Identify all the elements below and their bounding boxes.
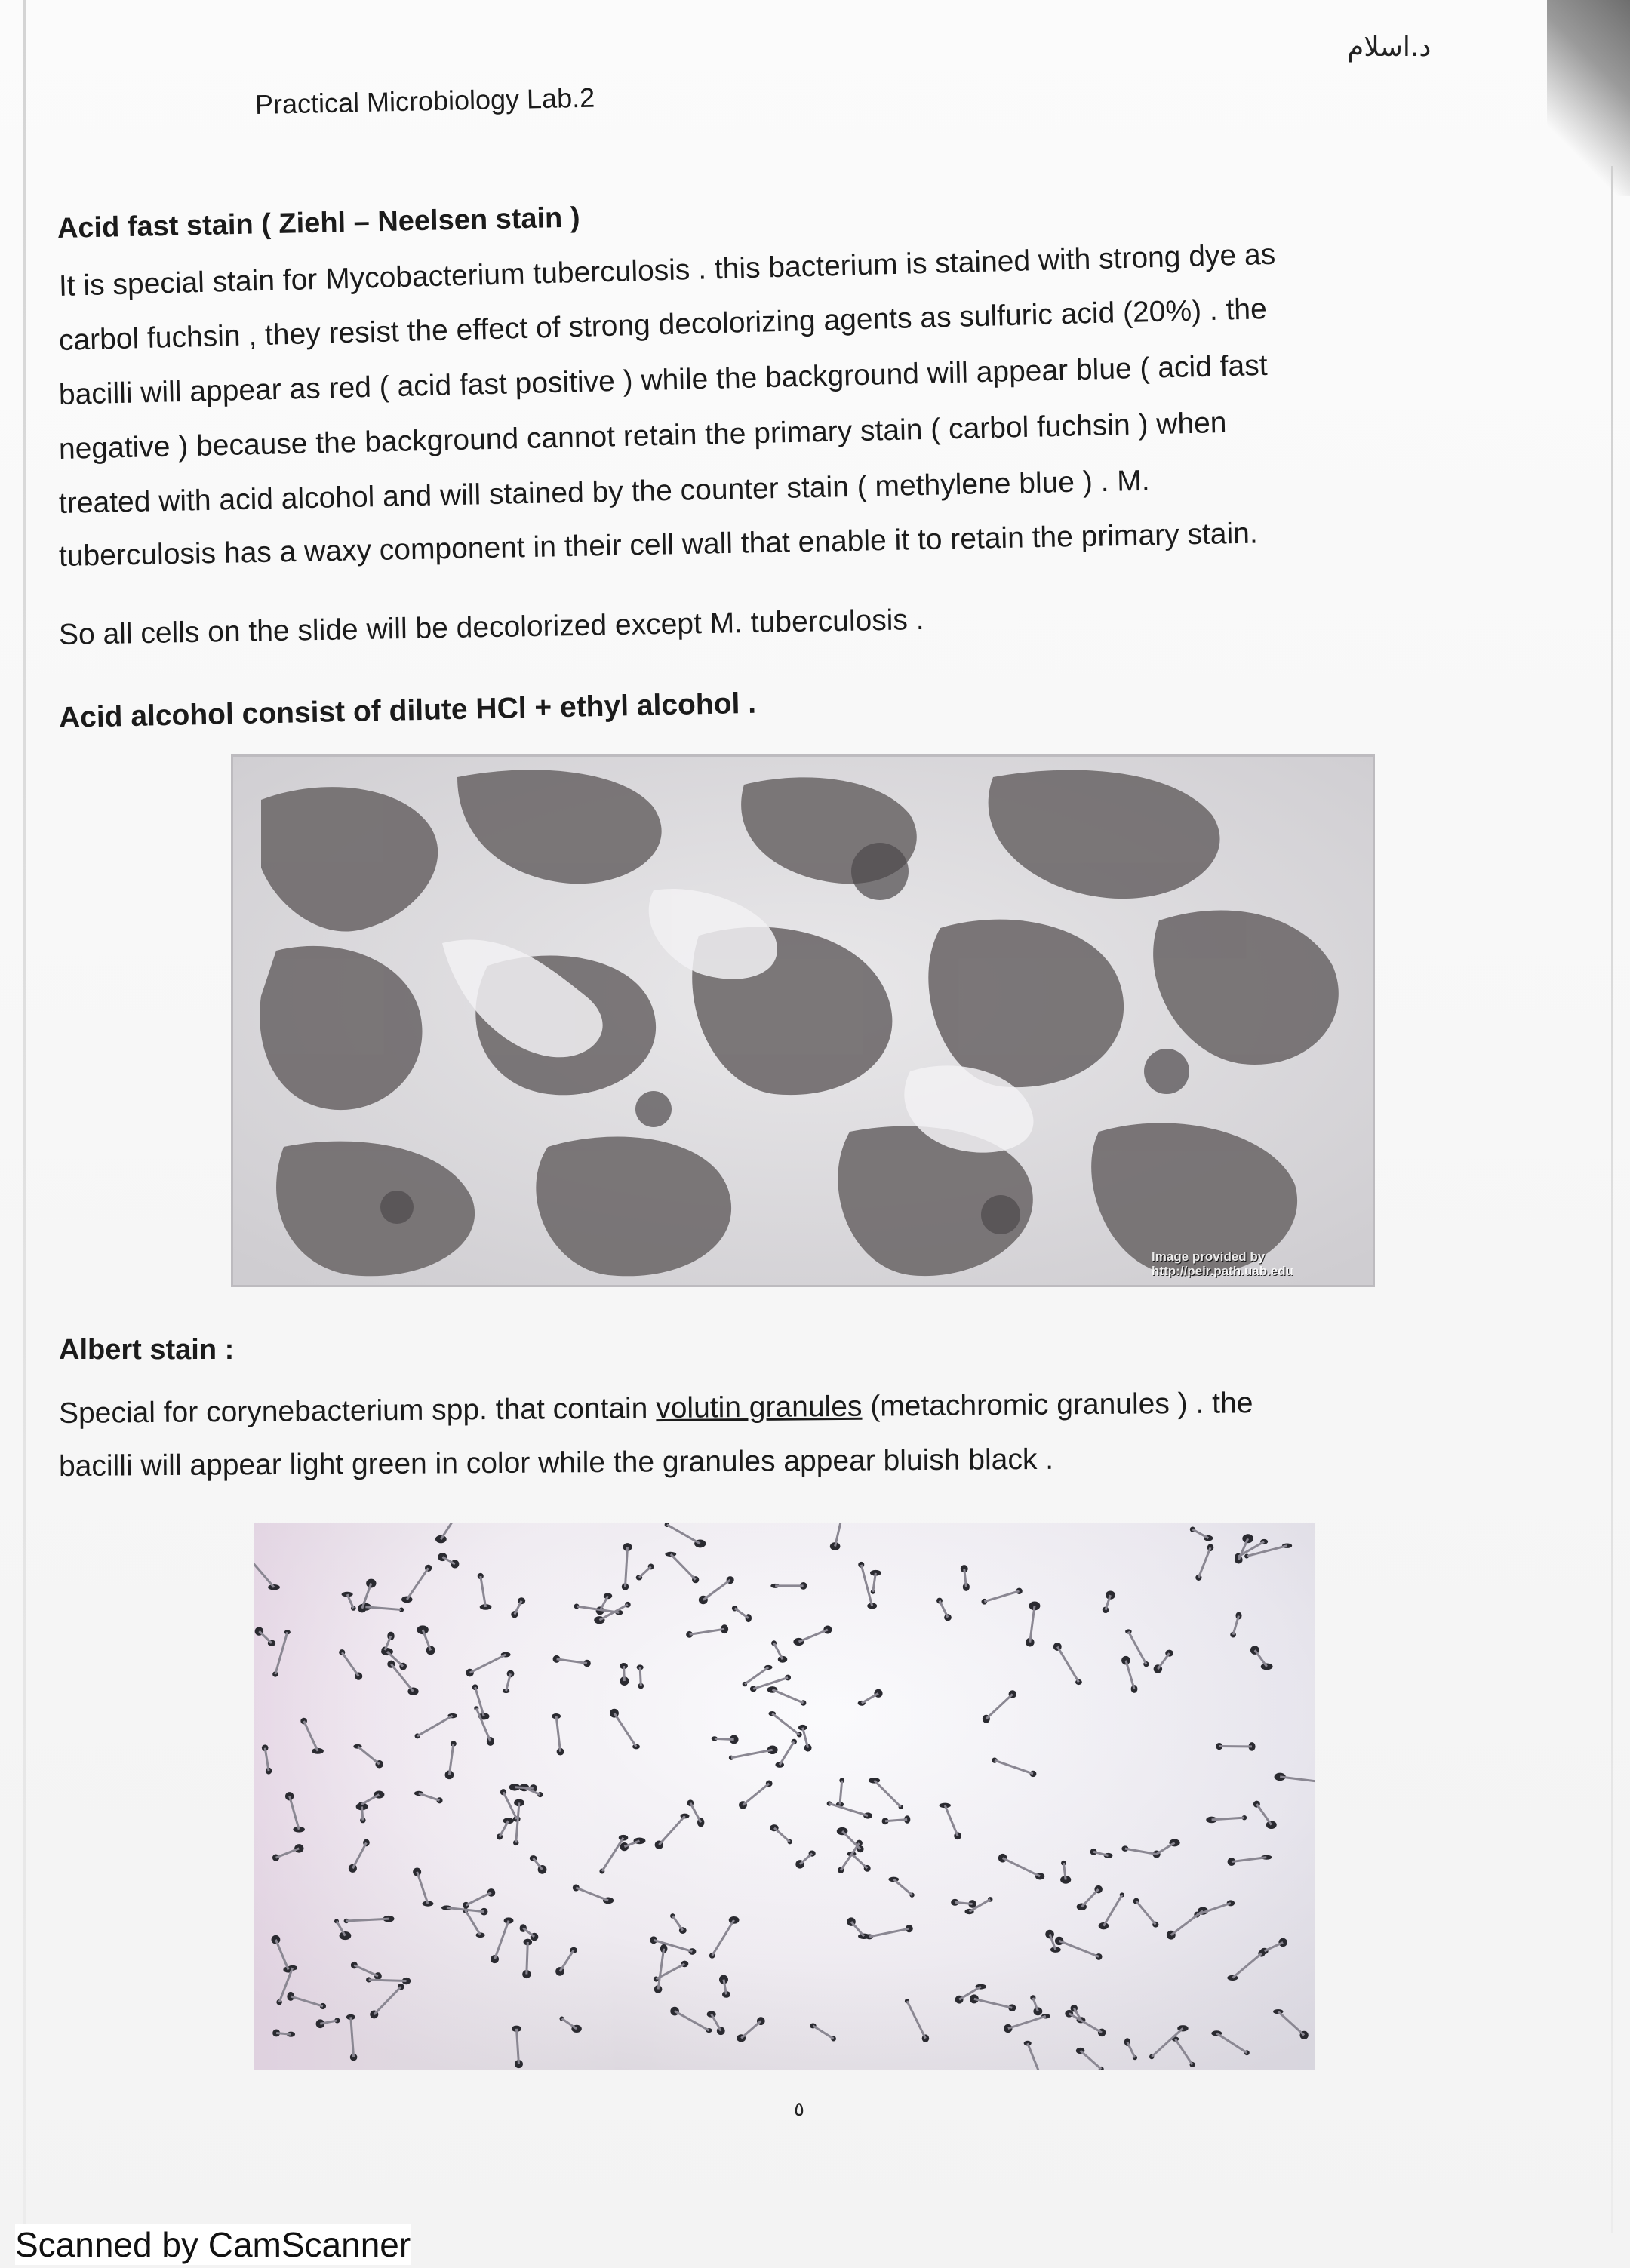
image-credit-url: http://peir.path.uab.edu	[1152, 1264, 1293, 1278]
bacillus-rod	[369, 1980, 407, 1981]
handwritten-note: د.اسلام	[1347, 32, 1432, 63]
bacillus-rod	[276, 2033, 291, 2034]
bacillus-rod	[362, 1806, 363, 1820]
acid-fast-heading: Acid fast stain ( Ziehl – Neelsen stain )	[57, 201, 580, 244]
bacillus-rod	[955, 1902, 972, 1904]
paragraph-line: So all cells on the slide will be decolorized except M. tuberculosis .	[58, 603, 924, 651]
albert-heading: Albert stain :	[59, 1334, 235, 1366]
image-credit	[1152, 1249, 1293, 1278]
page-right-edge	[1611, 166, 1613, 2233]
acid-alcohol-note: Acid alcohol consist of dilute HCl + ethyl alcohol .	[58, 687, 757, 734]
page-left-edge	[23, 0, 26, 2233]
volutin-granule	[665, 1552, 676, 1557]
volutin-granule	[408, 1688, 418, 1695]
volutin-granule	[487, 1737, 494, 1746]
volutin-granule	[1242, 1534, 1253, 1543]
volutin-granule	[349, 1864, 357, 1873]
volutin-granules-term: volutin granules	[656, 1390, 863, 1425]
volutin-granule	[387, 1632, 394, 1640]
bacillus-rod	[515, 1787, 534, 1788]
paragraph-line: bacilli will appear light green in color while the granules appear bluish black .	[58, 1443, 1054, 1483]
image-credit-line: Image provided by	[1152, 1249, 1266, 1264]
albert-text-segment: (metachromic granules ) . the	[862, 1387, 1253, 1423]
page-number: ٥	[794, 2097, 804, 2120]
acid-fast-micrograph-drawing	[231, 754, 1375, 1287]
page-corner-shadow	[1547, 0, 1630, 196]
bacillus-rod	[715, 1738, 734, 1739]
lab-title: Practical Microbiology Lab.2	[254, 81, 595, 120]
paragraph-line: It is special stain for Mycobacterium tuberculosis . this bacterium is stained with strong dye as	[58, 238, 1276, 303]
paragraph-line: tuberculosis has a waxy component in their cell wall that enable it to retain the primary stain.	[58, 517, 1259, 573]
volutin-granule	[426, 1646, 435, 1655]
scanner-watermark: Scanned by CamScanner	[15, 2225, 411, 2264]
acid-fast-micrograph	[231, 754, 1375, 1287]
paragraph-line: treated with acid alcohol and will stained by the counter stain ( methylene blue ) . M.	[58, 464, 1151, 520]
paragraph-line: bacilli will appear as red ( acid fast positive ) while the background will appear blue ( acid fast	[58, 349, 1269, 411]
bacillus-rod	[624, 1666, 625, 1681]
paragraph-line: negative ) because the background cannot retain the primary stain ( carbol fuchsin ) when	[58, 406, 1227, 466]
volutin-granule	[401, 1597, 412, 1603]
albert-text-segment: Special for corynebacterium spp. that contain	[58, 1392, 657, 1430]
volutin-granule	[670, 2007, 679, 2016]
paragraph-line: carbol fuchsin , they resist the effect of strong decolorizing agents as sulfuric acid (20%) . the	[58, 293, 1268, 357]
volutin-granule	[1278, 1938, 1287, 1947]
albert-stain-micrograph-drawing	[254, 1523, 1315, 2070]
bacillus-rod	[640, 1667, 641, 1686]
albert-stain-micrograph	[254, 1523, 1315, 2070]
